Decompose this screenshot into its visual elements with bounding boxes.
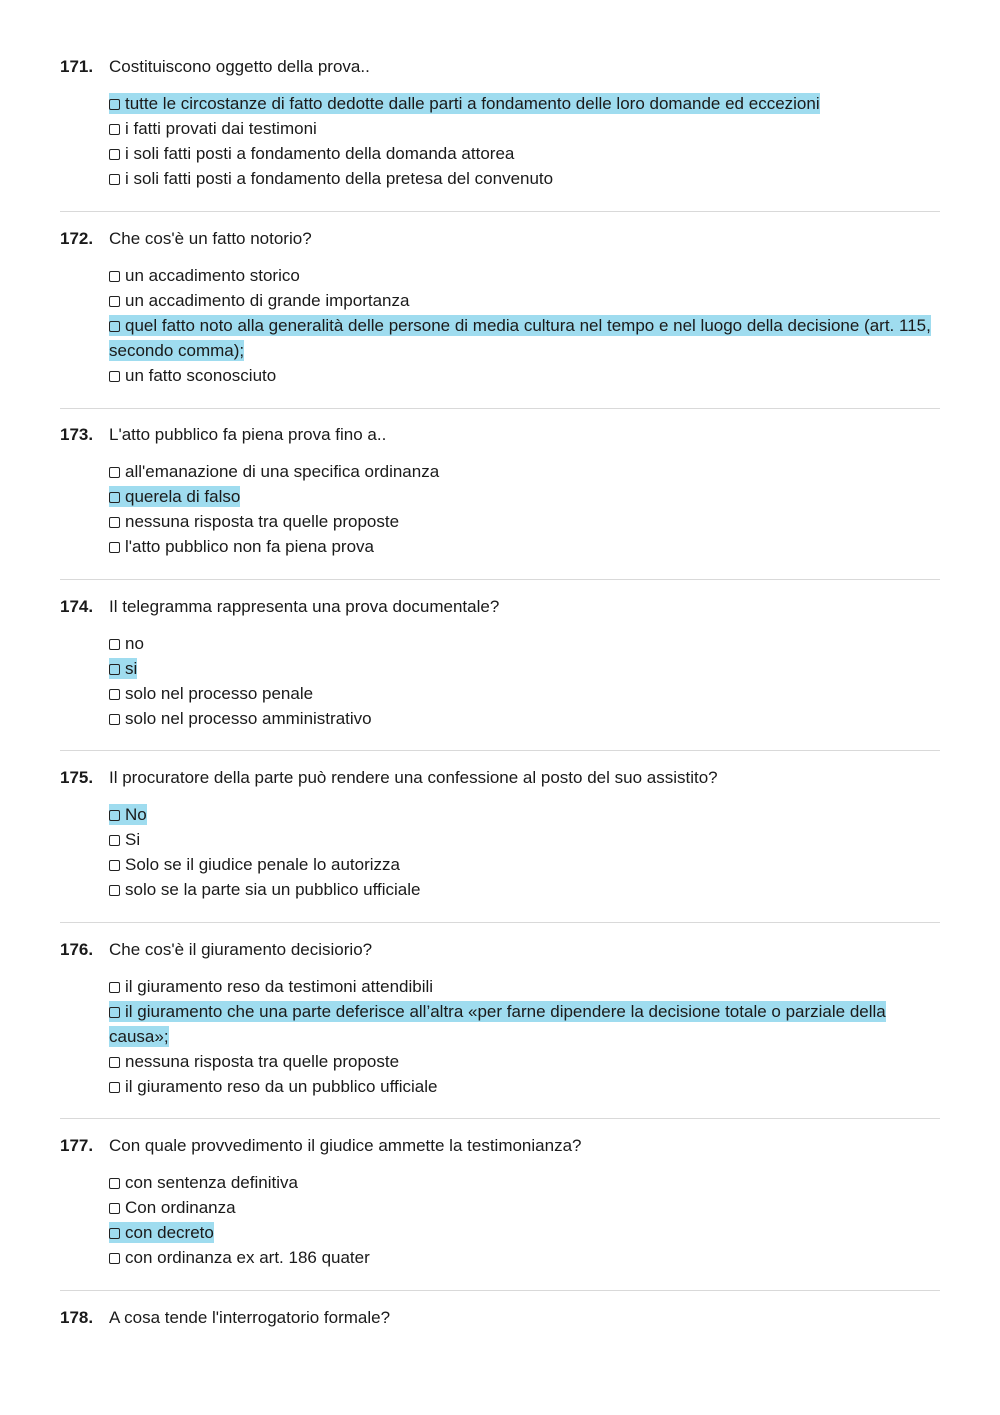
answer-label: no	[125, 634, 144, 653]
answer-option-selected[interactable]	[109, 91, 940, 116]
answer-label: il giuramento che una parte deferisce all’altra «per farne dipendere la decisione totale o parziale della causa»;	[109, 1002, 886, 1046]
answer-highlight	[109, 633, 144, 654]
question-block	[60, 1306, 940, 1330]
question-divider	[60, 579, 940, 580]
checkbox-icon[interactable]	[109, 492, 120, 503]
checkbox-icon[interactable]	[109, 1253, 120, 1264]
question-divider	[60, 750, 940, 751]
answer-options	[109, 1170, 940, 1270]
answer-highlight	[109, 143, 514, 164]
answer-option[interactable]	[109, 534, 940, 559]
checkbox-icon[interactable]	[109, 371, 120, 382]
answer-highlight	[109, 1247, 370, 1268]
answer-option[interactable]	[109, 877, 940, 902]
answer-highlight	[109, 829, 140, 850]
answer-label: solo nel processo amministrativo	[125, 709, 372, 728]
question-header	[60, 423, 940, 447]
checkbox-icon[interactable]	[109, 271, 120, 282]
answer-label: Si	[125, 830, 141, 849]
checkbox-icon[interactable]	[109, 1178, 120, 1189]
answer-options	[109, 91, 940, 191]
answer-highlight	[109, 118, 317, 139]
checkbox-icon[interactable]	[109, 99, 120, 110]
question-number: 172.	[60, 229, 94, 248]
question-block	[60, 1134, 940, 1270]
question-header	[60, 766, 940, 790]
answer-highlight	[109, 658, 137, 679]
checkbox-icon[interactable]	[109, 1203, 120, 1214]
question-divider	[60, 1118, 940, 1119]
question-header	[60, 938, 940, 962]
answer-option[interactable]	[109, 827, 940, 852]
checkbox-icon[interactable]	[109, 174, 120, 185]
question-text: Che cos'è il giuramento decisiorio?	[109, 940, 373, 959]
question-divider	[60, 1290, 940, 1291]
question-text: Con quale provvedimento il giudice ammette la testimonianza?	[109, 1136, 582, 1155]
question-header	[60, 595, 940, 619]
answer-option-selected[interactable]	[109, 999, 940, 1049]
checkbox-icon[interactable]	[109, 860, 120, 871]
checkbox-icon[interactable]	[109, 1007, 120, 1018]
answer-highlight	[109, 511, 399, 532]
checkbox-icon[interactable]	[109, 1057, 120, 1068]
question-number: 177.	[60, 1136, 94, 1155]
answer-option[interactable]	[109, 1170, 940, 1195]
answer-highlight	[109, 461, 439, 482]
answer-highlight	[109, 976, 433, 997]
question-text: L'atto pubblico fa piena prova fino a..	[109, 425, 387, 444]
answer-highlight	[109, 536, 374, 557]
question-text: Il telegramma rappresenta una prova documentale?	[109, 597, 500, 616]
question-block	[60, 423, 940, 559]
answer-option-selected[interactable]	[109, 484, 940, 509]
answer-option[interactable]	[109, 166, 940, 191]
question-divider	[60, 408, 940, 409]
answer-option[interactable]	[109, 1074, 940, 1099]
answer-options	[109, 263, 940, 388]
question-text: A cosa tende l'interrogatorio formale?	[109, 1308, 391, 1327]
answer-highlight	[109, 93, 820, 114]
answer-label: il giuramento reso da un pubblico ufficiale	[125, 1077, 438, 1096]
question-header	[60, 1306, 940, 1330]
question-number: 174.	[60, 597, 94, 616]
answer-label: tutte le circostanze di fatto dedotte dalle parti a fondamento delle loro domande ed eccezioni	[125, 94, 820, 113]
checkbox-icon[interactable]	[109, 639, 120, 650]
answer-label: No	[125, 805, 147, 824]
answer-label: con sentenza definitiva	[125, 1173, 298, 1192]
answer-highlight	[109, 168, 553, 189]
answer-label: nessuna risposta tra quelle proposte	[125, 1052, 400, 1071]
question-divider	[60, 211, 940, 212]
answer-option[interactable]	[109, 681, 940, 706]
answer-option-selected[interactable]	[109, 1220, 940, 1245]
answer-highlight	[109, 879, 420, 900]
answer-label: l'atto pubblico non fa piena prova	[125, 537, 374, 556]
answer-highlight	[109, 854, 400, 875]
question-number: 173.	[60, 425, 94, 444]
question-header	[60, 55, 940, 79]
checkbox-icon[interactable]	[109, 296, 120, 307]
answer-option[interactable]	[109, 852, 940, 877]
checkbox-icon[interactable]	[109, 664, 120, 675]
question-block	[60, 55, 940, 191]
checkbox-icon[interactable]	[109, 810, 120, 821]
answer-options	[109, 631, 940, 731]
question-text: Il procuratore della parte può rendere una confessione al posto del suo assistito?	[109, 768, 718, 787]
answer-label: il giuramento reso da testimoni attendibili	[125, 977, 434, 996]
answer-option[interactable]	[109, 263, 940, 288]
answer-label: con decreto	[125, 1223, 214, 1242]
answer-label: un accadimento di grande importanza	[125, 291, 410, 310]
answer-label: querela di falso	[125, 487, 241, 506]
question-block	[60, 766, 940, 902]
checkbox-icon[interactable]	[109, 982, 120, 993]
answer-option[interactable]	[109, 1245, 940, 1270]
answer-highlight	[109, 1001, 886, 1047]
answer-highlight	[109, 315, 931, 361]
answer-option[interactable]	[109, 141, 940, 166]
question-header	[60, 1134, 940, 1158]
answer-option-selected[interactable]	[109, 656, 940, 681]
answer-highlight	[109, 1172, 298, 1193]
checkbox-icon[interactable]	[109, 1228, 120, 1239]
answer-label: i soli fatti posti a fondamento della pretesa del convenuto	[125, 169, 554, 188]
answer-option[interactable]	[109, 116, 940, 141]
answer-option[interactable]	[109, 706, 940, 731]
answer-label: i soli fatti posti a fondamento della domanda attorea	[125, 144, 515, 163]
answer-label: Solo se il giudice penale lo autorizza	[125, 855, 401, 874]
answer-highlight	[109, 683, 313, 704]
checkbox-icon[interactable]	[109, 124, 120, 135]
checkbox-icon[interactable]	[109, 1082, 120, 1093]
question-number: 175.	[60, 768, 94, 787]
answer-highlight	[109, 1076, 438, 1097]
checkbox-icon[interactable]	[109, 689, 120, 700]
answer-highlight	[109, 1222, 214, 1243]
answer-label: quel fatto noto alla generalità delle persone di media cultura nel tempo e nel luogo della decisione (art. 115, secondo comma);	[109, 316, 931, 360]
answer-highlight	[109, 708, 372, 729]
answer-label: un accadimento storico	[125, 266, 300, 285]
answer-option[interactable]	[109, 363, 940, 388]
answer-option[interactable]	[109, 974, 940, 999]
answer-option[interactable]	[109, 459, 940, 484]
answer-options	[109, 974, 940, 1099]
checkbox-icon[interactable]	[109, 835, 120, 846]
answer-option-selected[interactable]	[109, 802, 940, 827]
answer-label: all'emanazione di una specifica ordinanza	[125, 462, 440, 481]
question-block	[60, 227, 940, 388]
answer-label: un fatto sconosciuto	[125, 366, 277, 385]
answer-highlight	[109, 265, 300, 286]
question-block	[60, 595, 940, 731]
question-block	[60, 938, 940, 1099]
answer-label: Con ordinanza	[125, 1198, 236, 1217]
answer-option[interactable]	[109, 631, 940, 656]
question-header	[60, 227, 940, 251]
question-number: 171.	[60, 57, 94, 76]
answer-highlight	[109, 365, 276, 386]
question-number: 178.	[60, 1308, 94, 1327]
answer-highlight	[109, 486, 240, 507]
answer-label: si	[125, 659, 138, 678]
answer-option[interactable]	[109, 1049, 940, 1074]
answer-label: i fatti provati dai testimoni	[125, 119, 317, 138]
checkbox-icon[interactable]	[109, 714, 120, 725]
answer-label: solo se la parte sia un pubblico ufficiale	[125, 880, 421, 899]
question-number: 176.	[60, 940, 94, 959]
checkbox-icon[interactable]	[109, 885, 120, 896]
answer-highlight	[109, 1051, 399, 1072]
question-text: Che cos'è un fatto notorio?	[109, 229, 312, 248]
answer-highlight	[109, 804, 147, 825]
question-divider	[60, 922, 940, 923]
answer-label: nessuna risposta tra quelle proposte	[125, 512, 400, 531]
answer-label: solo nel processo penale	[125, 684, 314, 703]
answer-highlight	[109, 290, 409, 311]
answer-option[interactable]	[109, 509, 940, 534]
answer-highlight	[109, 1197, 236, 1218]
answer-label: con ordinanza ex art. 186 quater	[125, 1248, 370, 1267]
answer-option-selected[interactable]	[109, 313, 940, 363]
question-text: Costituiscono oggetto della prova..	[109, 57, 370, 76]
answer-option[interactable]	[109, 288, 940, 313]
answer-option[interactable]	[109, 1195, 940, 1220]
checkbox-icon[interactable]	[109, 321, 120, 332]
answer-options	[109, 459, 940, 559]
checkbox-icon[interactable]	[109, 517, 120, 528]
checkbox-icon[interactable]	[109, 542, 120, 553]
answer-options	[109, 802, 940, 902]
checkbox-icon[interactable]	[109, 149, 120, 160]
checkbox-icon[interactable]	[109, 467, 120, 478]
